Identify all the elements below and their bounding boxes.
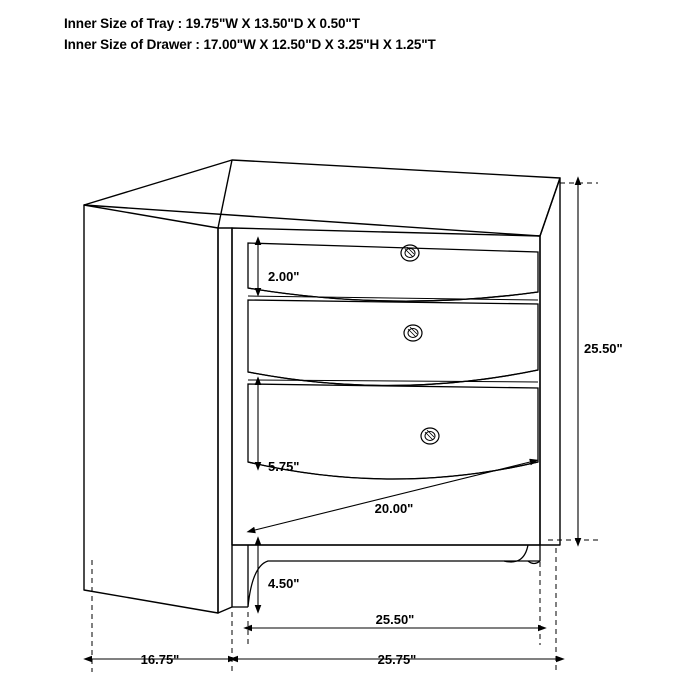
drawer-middle-curve <box>248 370 538 386</box>
inner-size-tray-line: Inner Size of Tray : 19.75"W X 13.50"D X 0.50"T <box>64 16 360 31</box>
dimension-lines <box>92 183 598 672</box>
top-panel <box>84 160 560 236</box>
label-drawer-front-width: 20.00" <box>374 501 414 516</box>
label-side-depth: 16.75" <box>140 652 180 667</box>
drawer-middle-front <box>248 300 538 386</box>
pull-middle-icon <box>404 325 422 341</box>
front-left-stile <box>218 228 232 613</box>
drawer-pulls <box>401 245 439 444</box>
label-case-width-front: 25.50" <box>375 612 415 627</box>
side-back-edge <box>218 160 232 228</box>
label-total-height: 25.50" <box>584 341 623 356</box>
label-base-height: 4.50" <box>268 576 300 591</box>
inner-size-drawer-line: Inner Size of Drawer : 17.00"W X 12.50"D X 3.25"H X 1.25"T <box>64 36 436 52</box>
dimension-labels <box>141 269 623 667</box>
pull-bottom-icon <box>421 428 439 444</box>
right-side-edge <box>540 178 560 545</box>
drawer-gap-2 <box>248 380 538 382</box>
label-drawer-middle-height: 5.75" <box>268 459 300 474</box>
label-drawer-top-height: 2.00" <box>268 269 300 284</box>
left-side-panel <box>84 205 218 613</box>
label-overall-width: 25.75" <box>377 652 417 667</box>
